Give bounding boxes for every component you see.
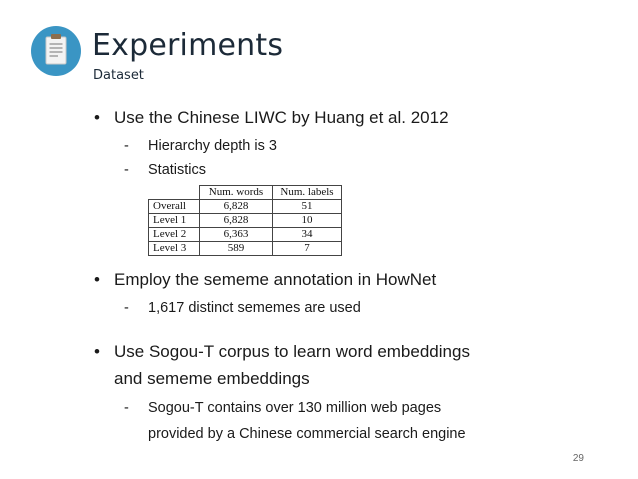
table-header: Num. words (200, 186, 273, 200)
table-cell: 6,828 (200, 214, 273, 228)
bullet-text-continuation: and sememe embeddings (114, 369, 310, 388)
table-cell: 10 (273, 214, 342, 228)
bullet-item (94, 341, 470, 363)
table-header: Num. labels (273, 186, 342, 200)
sub-item (124, 398, 441, 418)
table-row (149, 200, 342, 214)
sub-item (124, 298, 361, 318)
table-header-row (149, 186, 342, 200)
table-cell: Level 2 (149, 228, 200, 242)
sub-text: Sogou-T contains over 130 million web pages (148, 400, 442, 416)
table-cell: 51 (273, 200, 342, 214)
sub-dash: - (124, 300, 129, 316)
table-row (149, 242, 342, 256)
table-cell: 589 (200, 242, 273, 256)
bullet-dot: • (94, 342, 100, 361)
sub-text: Hierarchy depth is 3 (148, 138, 277, 154)
sub-item (124, 136, 277, 156)
sub-dash: - (124, 138, 129, 154)
statistics-table (148, 185, 342, 256)
slide-subtitle: Dataset (93, 68, 144, 83)
sub-text: Statistics (148, 162, 207, 178)
page-number: 29 (572, 453, 584, 464)
table-cell: 34 (273, 228, 342, 242)
bullet-dot: • (94, 270, 100, 289)
slide-title: Experiments (92, 28, 284, 63)
table-row (149, 228, 342, 242)
sub-dash: - (124, 400, 129, 416)
table-row (149, 214, 342, 228)
sub-dash: - (124, 162, 129, 178)
table-cell: 6,363 (200, 228, 273, 242)
table-cell: 6,828 (200, 200, 273, 214)
bullet-text: Employ the sememe annotation in HowNet (114, 270, 437, 289)
table-cell: Level 3 (149, 242, 200, 256)
sub-text: 1,617 distinct sememes are used (148, 300, 361, 316)
table-cell: Overall (149, 200, 200, 214)
bullet-dot: • (94, 108, 100, 127)
table-cell: 7 (273, 242, 342, 256)
sub-text-continuation: provided by a Chinese commercial search engine (148, 426, 466, 442)
bullet-text: Use the Chinese LIWC by Huang et al. 2012 (114, 108, 449, 127)
table-corner (149, 186, 200, 200)
bullet-text: Use Sogou-T corpus to learn word embeddings (114, 342, 470, 361)
bullet-item (94, 269, 436, 291)
bullet-item (94, 107, 449, 129)
clipboard-icon (31, 26, 81, 76)
table-cell: Level 1 (149, 214, 200, 228)
sub-item (124, 160, 206, 180)
